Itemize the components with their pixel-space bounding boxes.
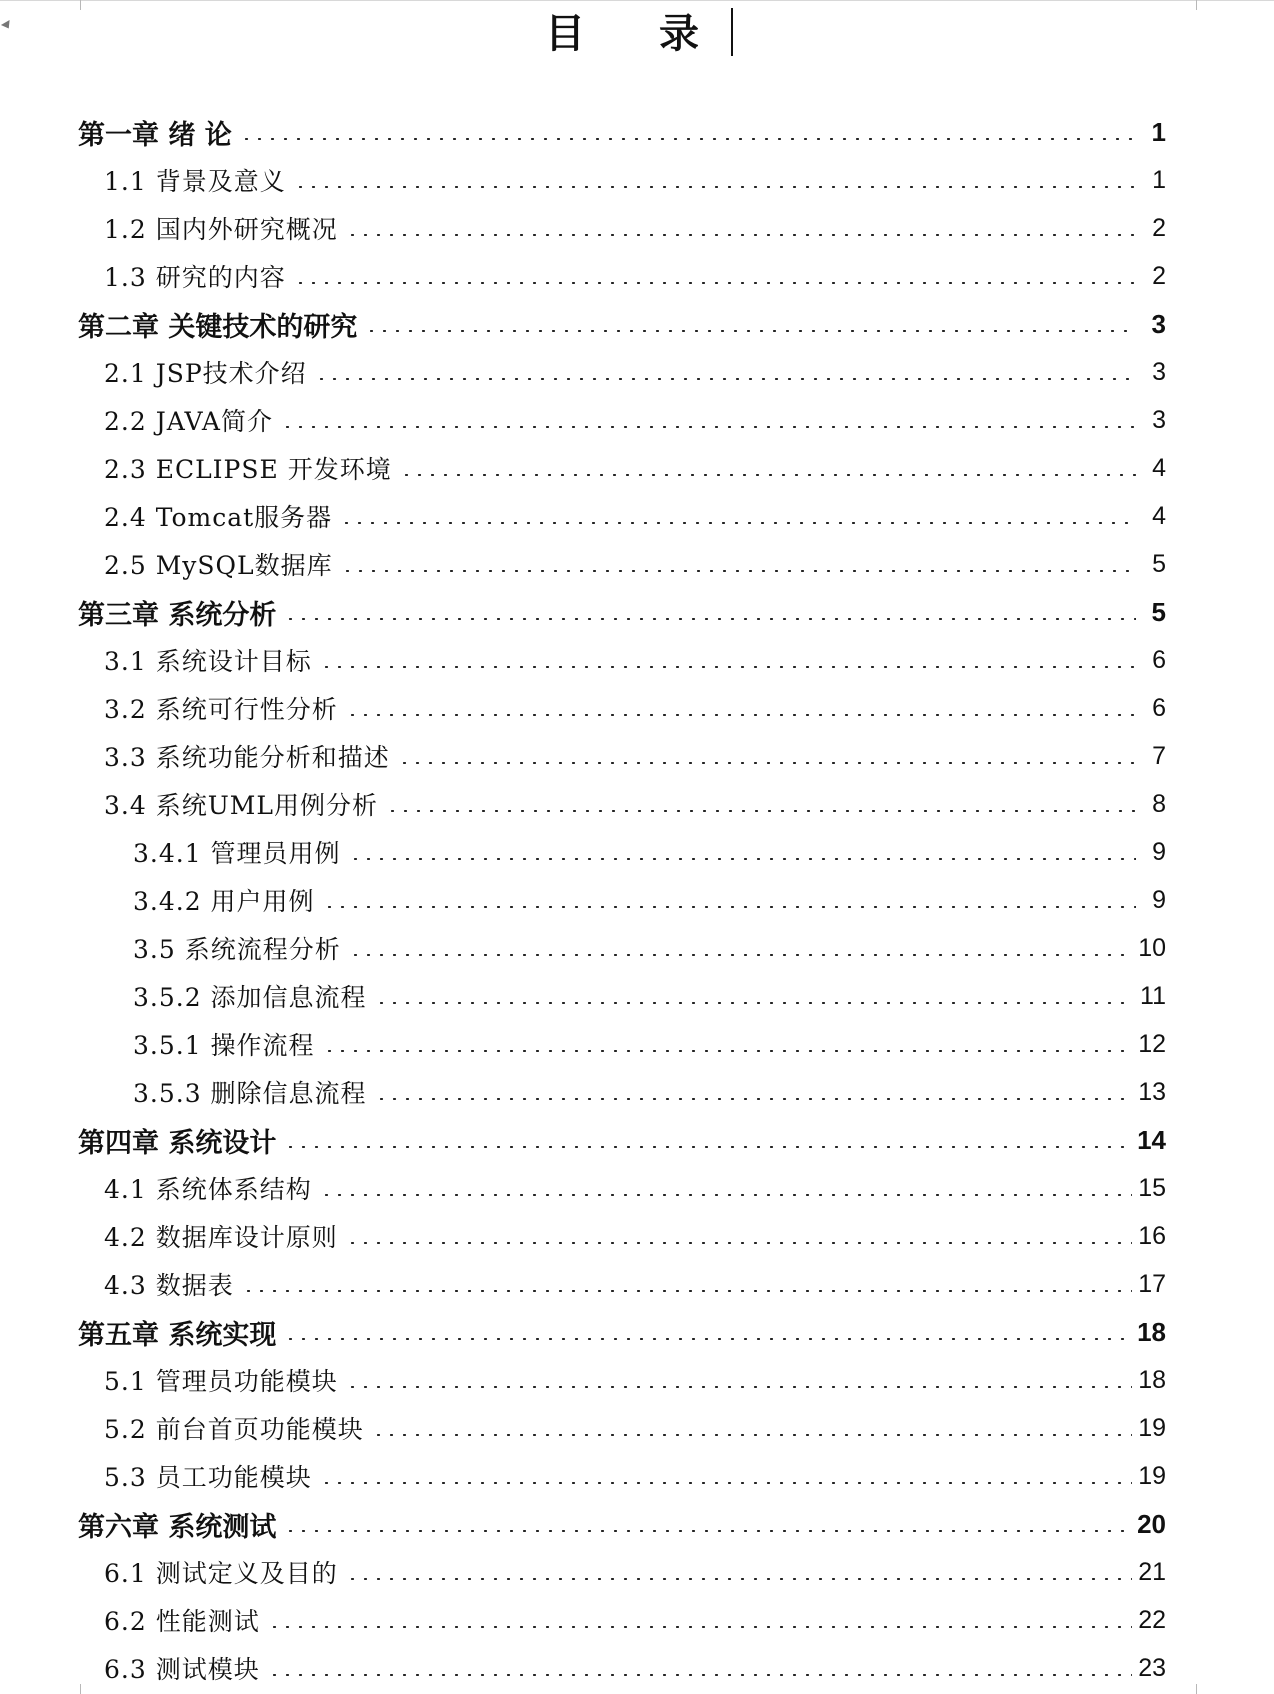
toc-dot-leader [372,1434,1132,1436]
toc-dot-leader [323,906,1136,908]
toc-entry-page-number: 5 [1152,549,1166,578]
toc-entry[interactable] [0,1452,1166,1500]
toc-entry[interactable] [0,1356,1166,1404]
toc-entry-page-number: 15 [1138,1173,1166,1202]
toc-entry[interactable] [0,588,1166,636]
toc-entry-page-number: 12 [1138,1029,1166,1058]
toc-dot-leader [284,618,1136,620]
toc-entry-label: 第四章 系统设计 [78,1127,277,1159]
toc-entry[interactable] [0,252,1166,300]
toc-entry-label: 1.3 研究的内容 [104,263,286,292]
toc-entry-label: 2.5 MySQL数据库 [104,551,333,580]
toc-dot-leader [284,1530,1131,1532]
toc-entry-label: 2.1 JSP技术介绍 [104,359,307,388]
toc-dot-leader [375,1098,1133,1100]
toc-entry[interactable] [0,732,1166,780]
toc-dot-leader [349,858,1136,860]
toc-entry-page-number: 11 [1140,981,1166,1010]
toc-entry[interactable] [0,1596,1166,1644]
toc-entry[interactable] [0,1404,1166,1452]
toc-entry[interactable] [0,1116,1166,1164]
toc-dot-leader [242,1290,1132,1292]
toc-entry-label: 3.4.1 管理员用例 [133,839,341,868]
toc-entry[interactable] [0,204,1166,252]
toc-dot-leader [284,1338,1131,1340]
toc-entry-label: 2.3 ECLIPSE 开发环境 [104,455,392,484]
toc-entry[interactable] [0,1164,1166,1212]
toc-entry-page-number: 14 [1137,1124,1166,1155]
toc-entry-page-number: 3 [1152,405,1166,434]
toc-entry-page-number: 20 [1137,1508,1166,1539]
toc-entry-page-number: 10 [1138,933,1166,962]
toc-entry[interactable] [0,828,1166,876]
toc-entry-page-number: 16 [1138,1221,1166,1250]
toc-entry-label: 第二章 关键技术的研究 [78,311,358,343]
toc-entry-page-number: 9 [1152,837,1166,866]
toc-entry-label: 5.1 管理员功能模块 [104,1367,338,1396]
toc-entry[interactable] [0,972,1166,1020]
toc-entry[interactable] [0,540,1166,588]
toc-dot-leader [294,282,1136,284]
toc-entry-page-number: 2 [1152,213,1166,242]
toc-entry[interactable] [0,300,1166,348]
toc-dot-leader [346,1242,1132,1244]
toc-entry[interactable] [0,924,1166,972]
toc-entry-label: 3.5.3 删除信息流程 [133,1079,367,1108]
toc-entry[interactable] [0,444,1166,492]
toc-dot-leader [400,474,1136,476]
toc-entry-label: 1.1 背景及意义 [104,167,286,196]
toc-entry[interactable] [0,684,1166,732]
toc-entry-page-number: 18 [1137,1316,1166,1347]
toc-entry-label: 3.5.1 操作流程 [133,1031,315,1060]
toc-entry-page-number: 17 [1138,1269,1166,1298]
toc-entry-page-number: 9 [1152,885,1166,914]
toc-entry[interactable] [0,108,1166,156]
toc-dot-leader [268,1674,1132,1676]
toc-entry-page-number: 5 [1151,596,1166,627]
toc-entry-page-number: 6 [1152,645,1166,674]
toc-entry-page-number: 3 [1151,308,1166,339]
toc-entry-page-number: 21 [1138,1557,1166,1586]
toc-entry-page-number: 3 [1152,357,1166,386]
toc-entry[interactable] [0,780,1166,828]
toc-entry-label: 5.3 员工功能模块 [104,1463,312,1492]
toc-dot-leader [375,1002,1134,1004]
toc-dot-leader [323,1050,1133,1052]
toc-dot-leader [398,762,1136,764]
toc-dot-leader [346,714,1136,716]
toc-dot-leader [349,954,1132,956]
toc-entry[interactable] [0,876,1166,924]
toc-dot-leader [320,1194,1132,1196]
toc-dot-leader [315,378,1136,380]
toc-entry-page-number: 6 [1152,693,1166,722]
toc-entry-label: 3.4.2 用户用例 [133,887,315,916]
toc-entry-label: 3.2 系统可行性分析 [104,695,338,724]
toc-entry[interactable] [0,156,1166,204]
toc-entry-label: 3.1 系统设计目标 [104,647,312,676]
toc-entry-label: 5.2 前台首页功能模块 [104,1415,364,1444]
toc-entry[interactable] [0,1260,1166,1308]
toc-entry[interactable] [0,1068,1166,1116]
toc-entry-page-number: 23 [1138,1653,1166,1682]
toc-entry-page-number: 8 [1152,789,1166,818]
toc-entry-page-number: 19 [1138,1413,1166,1442]
toc-entry[interactable] [0,1308,1166,1356]
toc-dot-leader [320,1482,1132,1484]
toc-entry-page-number: 4 [1152,501,1166,530]
toc-entry[interactable] [0,1020,1166,1068]
toc-entry-page-number: 19 [1138,1461,1166,1490]
toc-entry-label: 4.1 系统体系结构 [104,1175,312,1204]
toc-entry-label: 2.4 Tomcat服务器 [104,503,333,532]
toc-entry-label: 第一章 绪 论 [78,119,232,151]
toc-dot-leader [294,186,1136,188]
toc-dot-leader [341,570,1136,572]
toc-entry-label: 3.4 系统UML用例分析 [104,791,378,820]
toc-entry-label: 第五章 系统实现 [78,1319,277,1351]
toc-entry-label: 6.1 测试定义及目的 [104,1559,338,1588]
toc-entry[interactable] [0,348,1166,396]
toc-entry-page-number: 7 [1152,741,1166,770]
toc-entry-page-number: 1 [1152,165,1166,194]
toc-entry[interactable] [0,396,1166,444]
toc-entry-page-number: 22 [1138,1605,1166,1634]
toc-entry-label: 3.5.2 添加信息流程 [133,983,367,1012]
toc-entry[interactable] [0,1548,1166,1596]
toc-entry-page-number: 13 [1138,1077,1166,1106]
toc-entry-label: 第六章 系统测试 [78,1511,277,1543]
table-of-contents [0,108,1274,1692]
toc-dot-leader [284,1146,1131,1148]
toc-dot-leader [346,1578,1132,1580]
toc-entry-label: 6.3 测试模块 [104,1655,260,1684]
toc-entry[interactable] [0,1212,1166,1260]
toc-entry-label: 6.2 性能测试 [104,1607,260,1636]
toc-entry-label: 4.2 数据库设计原则 [104,1223,338,1252]
toc-dot-leader [346,234,1136,236]
toc-entry-label: 3.3 系统功能分析和描述 [104,743,390,772]
toc-dot-leader [268,1626,1132,1628]
toc-dot-leader [320,666,1136,668]
toc-entry-label: 2.2 JAVA简介 [104,407,273,436]
toc-entry[interactable] [0,492,1166,540]
toc-dot-leader [340,522,1136,524]
toc-entry-label: 第三章 系统分析 [78,599,277,631]
toc-entry-page-number: 2 [1152,261,1166,290]
toc-dot-leader [386,810,1136,812]
toc-entry-page-number: 4 [1152,453,1166,482]
toc-entry[interactable] [0,1500,1166,1548]
toc-entry-label: 3.5 系统流程分析 [133,935,341,964]
toc-entry-label: 1.2 国内外研究概况 [104,215,338,244]
toc-dot-leader [281,426,1136,428]
toc-dot-leader [346,1386,1132,1388]
toc-entry-label: 4.3 数据表 [104,1271,234,1300]
toc-dot-leader [240,138,1136,140]
toc-entry-page-number: 1 [1151,116,1166,147]
toc-entry[interactable] [0,1644,1166,1692]
text-cursor [731,8,733,56]
toc-entry[interactable] [0,636,1166,684]
page-title: 目 录 [545,11,729,57]
toc-dot-leader [365,330,1136,332]
toc-entry-page-number: 18 [1138,1365,1166,1394]
